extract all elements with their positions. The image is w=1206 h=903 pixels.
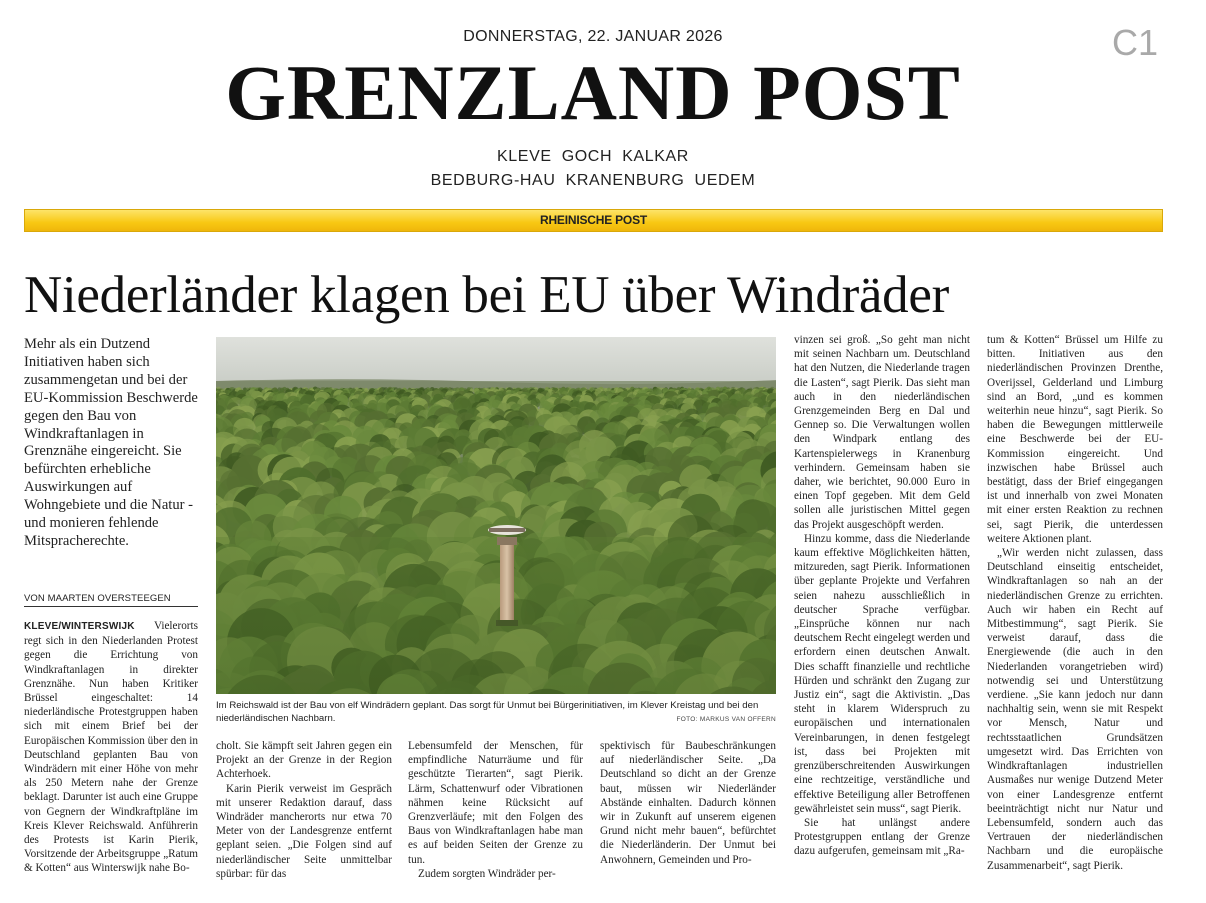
col4-paragraph-1: spektivisch für Baubeschränkungen auf niederländischer Seite. „Da Deutschland so dicht an der Grenze baut, müssen wir Niederländer Abstände einhalten. Dadurch können wir in Zukunft auf unserem eigenen Grund nicht mehr bauen“, befürchtet die Niederländerin. Der Unmut bei Anwohnern, Gemeinden und Pro- [600,740,776,866]
article-column-6 [987,333,1163,873]
brand-bar [24,209,1163,232]
forest-photo-image [216,337,776,694]
col1-text: Vielerorts regt sich in den Niederlanden Protest gegen die Errichtung von Windkraftanlagen in direkter Grenznähe. Nun haben Kritiker Brüssel eingeschaltet: 14 niederländische Protestgruppen haben sich mit einem Brief bei der Europäischen Kommission über den in Deutschland geplanten Bau von Windrädern mit einer Höhe von mehr als 250 Metern nahe der Grenze beklagt. Darunter ist auch eine Gruppe von Gegnern der Windkraftpläne im Kreis Klever Reichswald. Anführerin des Protests ist Karin Pierik, Vorsitzende der Arbeitsgruppe „Ratum & Kotten“ aus Winterswijk nahe Bo- [24,620,198,875]
byline: VON MAARTEN OVERSTEEGEN [24,593,198,607]
col5-paragraph-2: Hinzu komme, dass die Niederlande kaum effektive Möglichkeiten hätten, mitzureden, sagt Pierik. Informationen über geplante Projekte und Verfahren seien nahezu ausschließlich in deutscher Sprache verfügbar. „Einsprüche können nur nach deutschem Recht eingelegt werden und erfordern einen deutschen Anwalt. Dies schafft finanzielle und rechtliche Hürden und schränkt den Zugang zur Justiz ein“, sagt die Aktivistin. „Das steht in klarem Widerspruch zu europäischen und internationalen Vereinbarungen, in denen festgelegt ist, dass bei Projekten mit grenzüberschreitenden Auswirkungen eine rechtzeitige, verständliche und effektive Beteiligung aller Betroffenen gewährleistet sein muss“, sagt Pierik. [794,532,970,815]
article-column-3 [408,739,583,881]
intro-text: Mehr als ein Dutzend Initiativen haben sich zusammengetan und bei der EU-Kommission Beschwerde gegen den Bau von Windkraftanlagen in Grenznähe eingereicht. Sie befürchten erhebliche Auswirkungen auf Wohngebiete und die Natur - und monieren fehlende Mitspracherechte. [24,336,198,549]
col2-paragraph-2: Karin Pierik verweist im Gespräch mit unserer Redaktion darauf, dass Windräder mancherorts nur etwa 70 Meter von der Landesgrenze entfernt geplant seien. „Die Folgen sind auf niederländischer Seite unmittelbar spürbar: für das [216,782,392,880]
article-column-5 [794,333,970,859]
date-line: DONNERSTAG, 22. JANUAR 2026 [463,28,723,45]
col6-paragraph-2: „Wir werden nicht zulassen, dass Deutschland einseitig entscheidet, Windkraftanlagen so nah an der niederländischen Grenze zu errichten. Auch wir haben ein Recht auf Mitbestimmung“, sagt Pierik. Sie verweist darauf, dass die Energiewende (die auch in den Niederlanden vorangetrieben wird) notwendig sei und Unterstützung verdiene. „Sie kann jedoch nur dann nachhaltig sein, wenn sie mit Respekt vor Mensch, Natur und rechtsstaatlichen Grundsätzen umgesetzt wird. Das Errichten von Windkraftanlagen industriellen Ausmaßes nur wenige Dutzend Meter von einer Landesgrenze entfernt beeinträchtigt nicht nur Natur und Lebensumfeld, sondern auch das Vertrauen der niederländischen Nachbarn und die europäische Zusammenarbeit“, sagt Pierik. [987,547,1163,872]
page-number: C1 [1111,22,1158,63]
col2-paragraph-1: cholt. Sie kämpft seit Jahren gegen ein Projekt an der Grenze in der Region Achterhoek. [216,740,392,781]
brand-label: RHEINISCHE POST [539,213,648,227]
col5-paragraph-3: Sie hat unlängst andere Protestgruppen entlang der Grenze dazu aufgerufen, gemeinsam mit „Ra- [794,816,970,858]
towns-line-2: BEDBURG-HAU KRANENBURG UEDEM [430,172,756,189]
towns-line-1: KLEVE GOCH KALKAR [497,148,689,165]
dateline: KLEVE/WINTERSWIJK [24,621,135,632]
masthead: GRENZLAND POST [225,49,961,136]
headline: Niederländer klagen bei EU über Windräder [24,266,949,324]
article-photo [216,337,776,694]
photo-caption: Im Reichswald ist der Bau von elf Windrädern geplant. Das sorgt für Unmut bei Bürgerinitiativen, im Klever Kreistag und bei den niederländischen Nachbarn. [216,700,759,724]
col5-paragraph-1: vinzen sei groß. „So geht man nicht mit seinen Nachbarn um. Deutschland hat den Nutzen, die Niederlande tragen die Lasten“, sagt Pierik. Das sieht man auch in den niederländischen Grenzgemeinden Berg en Dal und Gennep so. Die Verwaltungen wollen den Windpark entlang des Kartenspielerwegs in Kranenburg verhindern. Gemeinsam haben sie daher, wie berichtet, 90.000 Euro in einen Topf gegeben. Mit dem Geld sollen alle juristischen Mittel gegen das Projekt ausgeschöpft werden. [794,334,970,531]
col6-paragraph-1: tum & Kotten“ Brüssel um Hilfe zu bitten. Initiativen aus den niederländischen Provinzen Drenthe, Overijssel, Gelderland und Limburg sind an Bord, „und es kommen weiterhin neue hinzu“, sagt Pierik. So haben die Bewegungen mittlerweile eine Beschwerde bei der EU-Kommission eingereicht. Und inzwischen habe Brüssel auch bestätigt, dass der Brief eingegangen ist und innerhalb von zwei Monaten mit einer ersten Reaktion zu rechnen sei, sagt Pierik, die unterdessen weitere Aktionen plant. [987,334,1163,545]
col3-paragraph-2: Zudem sorgten Windräder per- [418,867,556,880]
article-column-4 [600,739,776,867]
col3-paragraph-1: Lebensumfeld der Menschen, für empfindliche Naturräume und für geschützte Tierarten“, sagt Pierik. Lärm, Schattenwurf oder Vibrationen nähmen keine Rücksicht auf Grenzverläufe; mit den Folgen des Baus von Windkraftanlagen habe man es auf beiden Seiten der Grenze zu tun. [408,740,583,866]
photo-credit: FOTO: MARKUS VAN OFFERN [676,716,776,723]
article-column-1 [24,619,198,876]
article-column-2 [216,739,392,881]
